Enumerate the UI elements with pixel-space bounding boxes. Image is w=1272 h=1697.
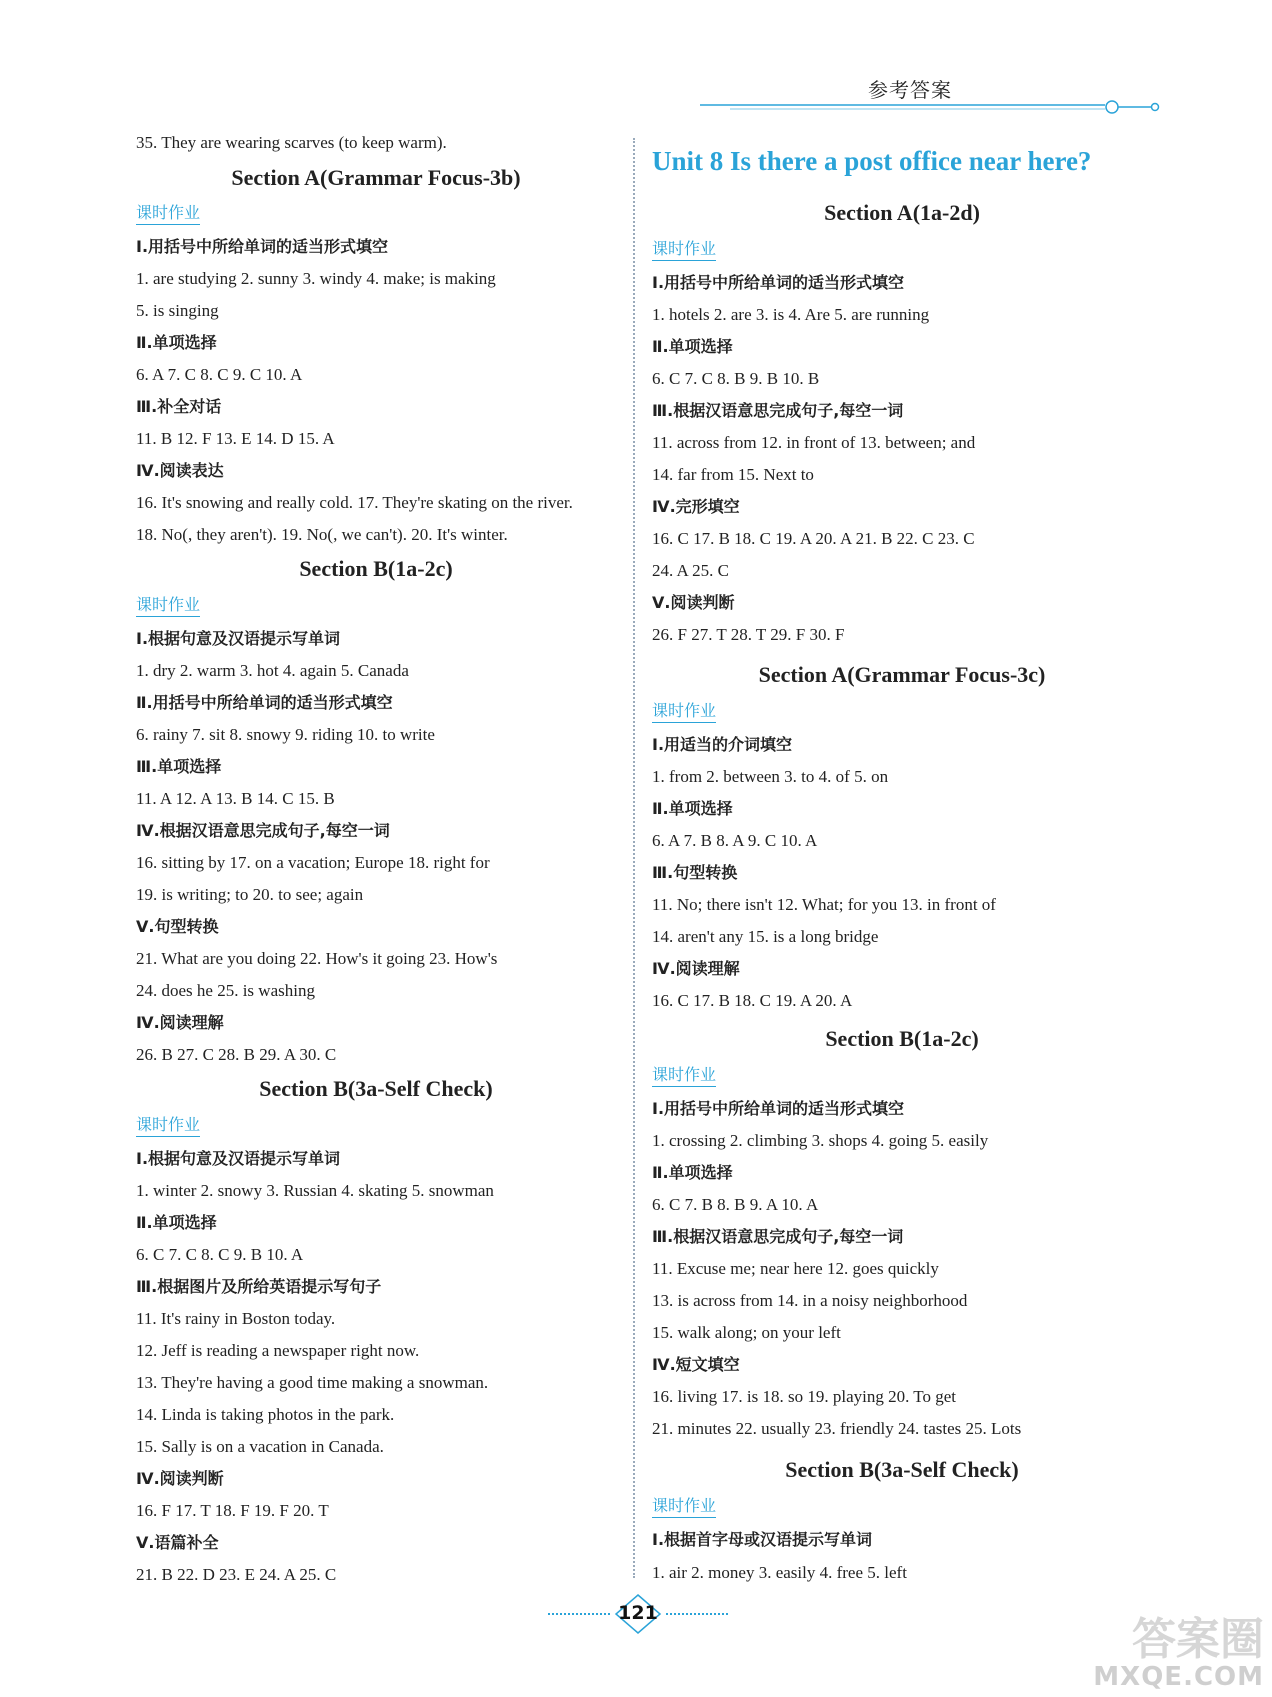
answer-line: 11. across from 12. in front of 13. between; and bbox=[652, 433, 976, 452]
question-heading: Ⅴ.语篇补全 bbox=[136, 1533, 219, 1552]
answer-line: 18. No(, they aren't). 19. No(, we can't). 20. It's winter. bbox=[136, 525, 508, 544]
section-heading: Section B(1a-2c) bbox=[299, 556, 453, 581]
question-heading: Ⅱ.单项选择 bbox=[652, 1163, 733, 1182]
answer-line: 6. C 7. C 8. C 9. B 10. A bbox=[136, 1245, 304, 1264]
watermark-domain: MXQE.COM bbox=[1093, 1662, 1264, 1692]
answer-line: 12. Jeff is reading a newspaper right now. bbox=[136, 1341, 420, 1360]
answer-line: 11. It's rainy in Boston today. bbox=[136, 1309, 336, 1328]
answer-line: 21. B 22. D 23. E 24. A 25. C bbox=[136, 1565, 337, 1584]
answer-line: 6. A 7. B 8. A 9. C 10. A bbox=[652, 831, 818, 850]
answer-line: 21. minutes 22. usually 23. friendly 24. tastes 25. Lots bbox=[652, 1419, 1022, 1438]
answer-line: 16. F 17. T 18. F 19. F 20. T bbox=[136, 1501, 329, 1520]
question-heading: Ⅰ.用括号中所给单词的适当形式填空 bbox=[136, 237, 389, 256]
answer-line: 26. F 27. T 28. T 29. F 30. F bbox=[652, 625, 845, 644]
question-heading: Ⅱ.单项选择 bbox=[652, 337, 733, 356]
question-heading: Ⅲ.补全对话 bbox=[136, 397, 222, 416]
answer-line: 16. living 17. is 18. so 19. playing 20. To get bbox=[652, 1387, 957, 1406]
answer-line: 11. Excuse me; near here 12. goes quickly bbox=[652, 1259, 939, 1278]
question-heading: Ⅰ.用适当的介词填空 bbox=[652, 735, 793, 754]
section-heading: Section A(1a-2d) bbox=[824, 200, 980, 225]
answer-line: 6. C 7. C 8. B 9. B 10. B bbox=[652, 369, 820, 388]
answer-line: 1. from 2. between 3. to 4. of 5. on bbox=[652, 767, 889, 786]
section-heading: Section B(3a-Self Check) bbox=[259, 1076, 493, 1101]
answer-line: 24. does he 25. is washing bbox=[136, 981, 315, 1000]
answer-line: 1. hotels 2. are 3. is 4. Are 5. are running bbox=[652, 305, 930, 324]
answer-line: 16. C 17. B 18. C 19. A 20. A bbox=[652, 991, 853, 1010]
question-heading: Ⅱ.单项选择 bbox=[136, 333, 217, 352]
answer-line: 11. B 12. F 13. E 14. D 15. A bbox=[136, 429, 335, 448]
question-heading: Ⅳ.阅读理解 bbox=[136, 1013, 224, 1032]
answer-line: 1. dry 2. warm 3. hot 4. again 5. Canada bbox=[136, 661, 409, 680]
question-heading: Ⅲ.根据汉语意思完成句子,每空一词 bbox=[652, 1227, 904, 1246]
answer-line: 35. They are wearing scarves (to keep warm). bbox=[136, 133, 447, 152]
homework-tag: 课时作业 bbox=[652, 1496, 716, 1518]
watermark-logo-text: 答案圈 bbox=[1132, 1614, 1264, 1665]
homework-tag: 课时作业 bbox=[652, 1065, 716, 1087]
answer-line: 14. Linda is taking photos in the park. bbox=[136, 1405, 395, 1424]
answer-line: 11. No; there isn't 12. What; for you 13. in front of bbox=[652, 895, 996, 914]
answer-line: 14. aren't any 15. is a long bridge bbox=[652, 927, 879, 946]
question-heading: Ⅴ.句型转换 bbox=[136, 917, 219, 936]
watermark bbox=[1093, 1614, 1264, 1692]
answer-line: 21. What are you doing 22. How's it going 23. How's bbox=[136, 949, 498, 968]
question-heading: Ⅲ.根据汉语意思完成句子,每空一词 bbox=[652, 401, 904, 420]
question-heading: Ⅳ.阅读表达 bbox=[136, 461, 224, 480]
homework-tag: 课时作业 bbox=[652, 701, 716, 723]
answer-line: 15. Sally is on a vacation in Canada. bbox=[136, 1437, 384, 1456]
section-heading: Section B(1a-2c) bbox=[825, 1026, 979, 1051]
question-heading: Ⅱ.用括号中所给单词的适当形式填空 bbox=[136, 693, 393, 712]
answer-line: 6. C 7. B 8. B 9. A 10. A bbox=[652, 1195, 819, 1214]
answer-line: 13. is across from 14. in a noisy neighborhood bbox=[652, 1291, 968, 1310]
answer-line: 6. rainy 7. sit 8. snowy 9. riding 10. to write bbox=[136, 725, 435, 744]
question-heading: Ⅰ.用括号中所给单词的适当形式填空 bbox=[652, 273, 905, 292]
answer-line: 19. is writing; to 20. to see; again bbox=[136, 885, 364, 904]
question-heading: Ⅲ.根据图片及所给英语提示写句子 bbox=[136, 1277, 382, 1296]
question-heading: Ⅰ.用括号中所给单词的适当形式填空 bbox=[652, 1099, 905, 1118]
question-heading: Ⅲ.句型转换 bbox=[652, 863, 738, 882]
answer-line: 14. far from 15. Next to bbox=[652, 465, 814, 484]
answer-line: 1. are studying 2. sunny 3. windy 4. make; is making bbox=[136, 269, 496, 288]
question-heading: Ⅱ.单项选择 bbox=[136, 1213, 217, 1232]
answer-line: 1. crossing 2. climbing 3. shops 4. going 5. easily bbox=[652, 1131, 989, 1150]
header-decoration bbox=[700, 100, 1160, 114]
question-heading: Ⅳ.阅读判断 bbox=[136, 1469, 224, 1488]
answer-line: 6. A 7. C 8. C 9. C 10. A bbox=[136, 365, 303, 384]
homework-tag: 课时作业 bbox=[136, 1115, 200, 1137]
section-heading: Section A(Grammar Focus-3c) bbox=[758, 662, 1046, 687]
question-heading: Ⅰ.根据句意及汉语提示写单词 bbox=[136, 629, 341, 648]
question-heading: Ⅴ.阅读判断 bbox=[652, 593, 735, 612]
homework-tag: 课时作业 bbox=[136, 595, 200, 617]
column-divider bbox=[633, 138, 635, 1578]
question-heading: Ⅳ.完形填空 bbox=[652, 497, 740, 516]
question-heading: Ⅰ.根据句意及汉语提示写单词 bbox=[136, 1149, 341, 1168]
section-heading: Section A(Grammar Focus-3b) bbox=[231, 165, 521, 190]
answer-line: 5. is singing bbox=[136, 301, 219, 320]
page-header-title: 参考答案 bbox=[868, 78, 952, 102]
question-heading: Ⅱ.单项选择 bbox=[652, 799, 733, 818]
question-heading: Ⅳ.短文填空 bbox=[652, 1355, 740, 1374]
section-heading: Section B(3a-Self Check) bbox=[785, 1457, 1019, 1482]
answer-line: 16. It's snowing and really cold. 17. They're skating on the river. bbox=[136, 493, 573, 512]
homework-tag: 课时作业 bbox=[652, 239, 716, 261]
answer-line: 26. B 27. C 28. B 29. A 30. C bbox=[136, 1045, 337, 1064]
answer-line: 15. walk along; on your left bbox=[652, 1323, 841, 1342]
question-heading: Ⅰ.根据首字母或汉语提示写单词 bbox=[652, 1530, 873, 1549]
page-number: 121 bbox=[618, 1602, 658, 1624]
homework-tag: 课时作业 bbox=[136, 203, 200, 225]
unit-title: Unit 8 Is there a post office near here? bbox=[652, 146, 1092, 176]
answer-line: 13. They're having a good time making a snowman. bbox=[136, 1373, 489, 1392]
question-heading: Ⅲ.单项选择 bbox=[136, 757, 222, 776]
question-heading: Ⅳ.阅读理解 bbox=[652, 959, 740, 978]
answer-line: 16. C 17. B 18. C 19. A 20. A 21. B 22. C 23. C bbox=[652, 529, 975, 548]
answer-line: 16. sitting by 17. on a vacation; Europe 18. right for bbox=[136, 853, 490, 872]
answer-line: 11. A 12. A 13. B 14. C 15. B bbox=[136, 789, 335, 808]
answer-line: 1. winter 2. snowy 3. Russian 4. skating 5. snowman bbox=[136, 1181, 494, 1200]
question-heading: Ⅳ.根据汉语意思完成句子,每空一词 bbox=[136, 821, 390, 840]
page-number-badge bbox=[548, 1594, 728, 1634]
answer-line: 24. A 25. C bbox=[652, 561, 729, 580]
answer-line: 1. air 2. money 3. easily 4. free 5. left bbox=[652, 1563, 907, 1582]
